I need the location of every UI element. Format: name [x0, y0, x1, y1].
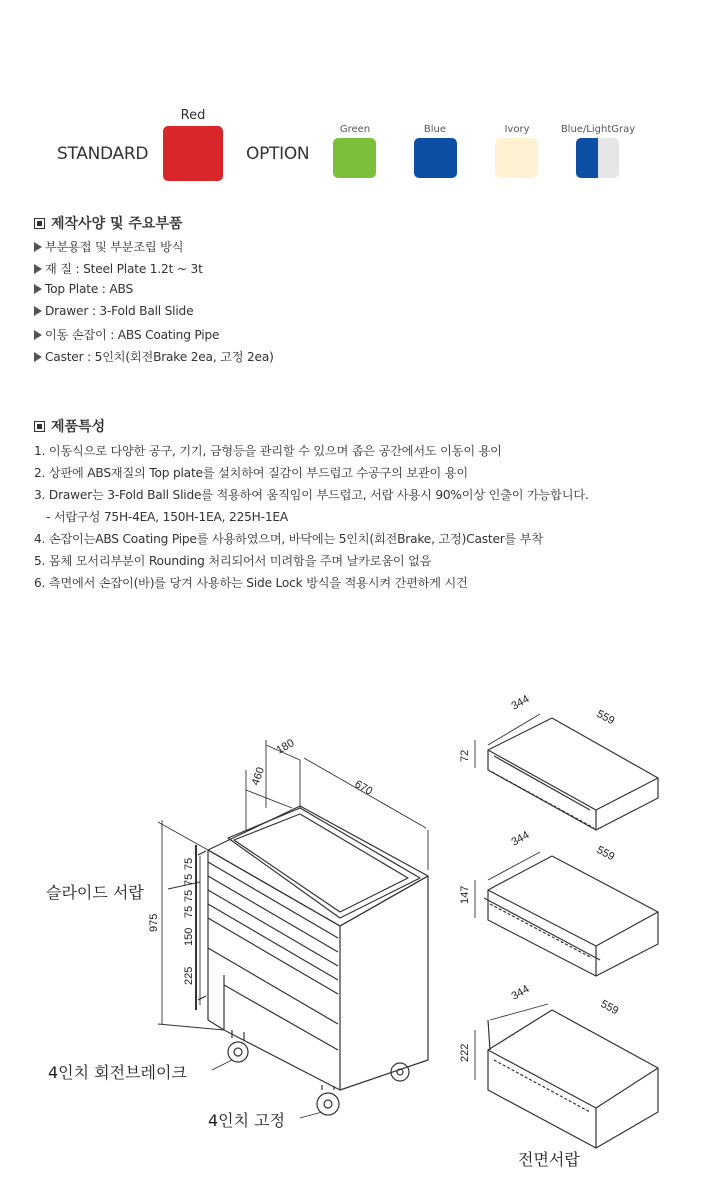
blue-swatch [414, 138, 457, 178]
spec-item: Drawer : 3-Fold Ball Slide [34, 304, 193, 318]
triangle-bullet-icon [34, 352, 42, 362]
triangle-bullet-icon [34, 264, 42, 274]
dim-150: 150 [183, 927, 195, 946]
swatch-name-blue: Blue [423, 124, 447, 135]
leader-line [212, 1060, 232, 1070]
spec-item: 부분용접 및 부분조립 방식 [34, 238, 183, 255]
spec-title: 제작사양 및 주요부품 [51, 216, 183, 232]
cabinet-drawing [196, 806, 428, 1115]
dim-670: 670 [352, 778, 375, 798]
drawer-147-drawing [475, 852, 658, 976]
triangle-bullet-icon [34, 242, 42, 252]
drawer2-width: 344 [509, 829, 532, 849]
drawer1-height: 72 [459, 749, 471, 762]
drawer-72-drawing [475, 714, 658, 830]
drawer-222-drawing [475, 1004, 658, 1148]
features-title: 제품특성 [51, 419, 106, 435]
leader-line [300, 1112, 322, 1118]
technical-drawing [0, 640, 709, 1181]
option-label: OPTION [246, 144, 310, 164]
feature-item: 3. Drawer는 3-Fold Ball Slide를 적용하여 움직임이 부드럽고, 서랍 사용시 90%이상 인출이 가능합니다. [34, 488, 589, 502]
feature-item: 4. 손잡이는ABS Coating Pipe를 사용하였으며, 바닥에는 5인치(회전Brake, 고정)Caster를 부착 [34, 532, 543, 546]
spec-item: 재 질 : Steel Plate 1.2t ~ 3t [34, 260, 203, 277]
drawer3-height: 222 [459, 1043, 471, 1062]
drawer3-depth: 559 [598, 998, 621, 1018]
ivory-swatch [495, 138, 538, 178]
feature-item: 2. 상판에 ABS재질의 Top plate를 설치하여 질감이 부드럽고 수공구의 보관이 용이 [34, 466, 468, 480]
feature-item: 6. 측면에서 손잡이(바)를 당겨 사용하는 Side Lock 방식을 적용시켜 간편하게 시건 [34, 576, 468, 590]
standard-label: STANDARD [57, 144, 149, 164]
label-caster-brake: 4인치 회전브레이크 [48, 1063, 187, 1082]
dim-460: 460 [249, 765, 268, 788]
label-front-drawer: 전면서랍 [518, 1150, 580, 1169]
swatch-name-ivory: Ivory [504, 124, 530, 135]
feature-item: 1. 이동식으로 다양한 공구, 기기, 금형등을 관리할 수 있으며 좁은 공간에서도 이동이 용이 [34, 444, 502, 458]
swatch-name-red: Red [180, 108, 206, 123]
drawer1-width: 344 [509, 693, 532, 713]
feature-item: - 서랍구성 75H-4EA, 150H-1EA, 225H-1EA [46, 510, 289, 524]
spec-item: Caster : 5인치(회전Brake 2ea, 고정 2ea) [34, 348, 274, 365]
swatch-name-blue-lightgray: Blue/LightGray [560, 124, 636, 135]
drawer1-depth: 559 [594, 708, 617, 728]
green-swatch [333, 138, 376, 178]
triangle-bullet-icon [34, 306, 42, 316]
triangle-bullet-icon [34, 330, 42, 340]
dim-75-2: 75 [183, 873, 195, 886]
drawer2-depth: 559 [594, 844, 617, 864]
spec-item: 이동 손잡이 : ABS Coating Pipe [34, 326, 219, 343]
dim-975: 975 [148, 913, 160, 932]
drawer2-height: 147 [459, 885, 471, 904]
dim-180: 180 [274, 737, 297, 757]
spec-item: Top Plate : ABS [34, 282, 133, 296]
swatch-name-green: Green [339, 124, 371, 135]
square-bullet-icon [34, 218, 45, 229]
square-bullet-icon [34, 421, 45, 432]
triangle-bullet-icon [34, 284, 42, 294]
features-title-row [34, 416, 105, 436]
label-slide-drawer: 슬라이드 서랍 [46, 883, 144, 902]
drawer3-width: 344 [509, 983, 532, 1003]
dim-75-3: 75 [183, 889, 195, 902]
red-swatch [163, 126, 223, 181]
label-caster-fixed: 4인치 고정 [208, 1111, 286, 1130]
feature-item: 5. 몸체 모서리부분이 Rounding 처리되어서 미려함을 주며 날카로움이 없음 [34, 554, 432, 568]
dim-225: 225 [183, 966, 195, 985]
dim-75-1: 75 [183, 857, 195, 870]
dim-75-4: 75 [183, 905, 195, 918]
blue-lightgray-swatch [576, 138, 619, 178]
spec-title-row [34, 213, 182, 233]
